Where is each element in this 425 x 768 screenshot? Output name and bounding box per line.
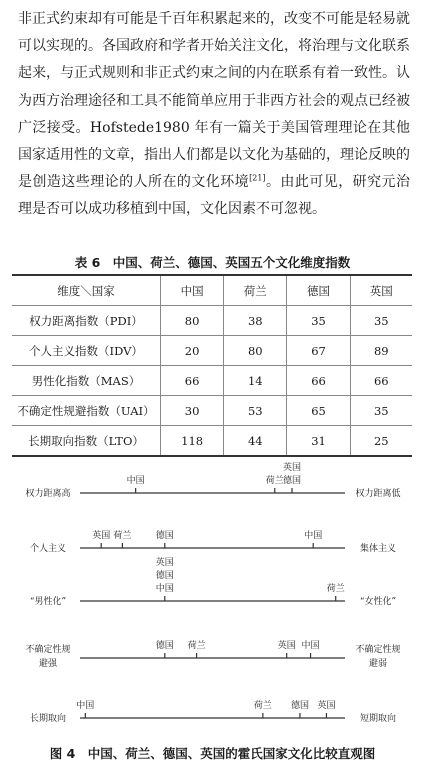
table-cell: 男性化指数（MAS） [12,366,161,396]
header-cell: 维度＼国家 [12,275,161,306]
table-cell: 20 [161,336,224,366]
table-cell: 67 [287,336,350,366]
paragraph-text-after: 。由此可见，研究元治理是否可以成功移植到中国，文化因素不可忽视。 [18,174,410,218]
table-cell: 长期取向指数（LTO） [12,426,161,457]
axis-left-label: 避强 [38,659,58,669]
axis-left-label: 长期取向 [29,714,67,724]
country-label: 英国 [277,641,296,651]
country-label: 德国 [155,641,174,651]
figure-caption: 图 4 中国、荷兰、德国、英国的霍氏国家文化比较直观图 [49,746,376,761]
table-caption: 表 6 中国、荷兰、德国、英国五个文化维度指数 [74,255,351,270]
table-cell: 80 [224,336,287,366]
table-cell: 66 [350,366,412,396]
country-label: 荷兰 [253,701,272,711]
table-cell: 65 [287,396,350,426]
culture-comparison-figure [0,448,425,742]
country-label: 德国 [155,571,174,581]
axis-right-label: 短期取向 [359,714,397,724]
country-label: 荷兰 [113,531,132,541]
country-label: 中国 [126,476,145,486]
country-label: 荷兰 [187,641,206,651]
table-cell: 66 [287,366,350,396]
table-cell: 35 [350,306,412,336]
axis-left-label: 不确定性规 [25,645,71,655]
table-cell: 31 [287,426,350,457]
country-label: 英国 [282,463,302,473]
axis-right-label: 权力距离低 [355,489,401,499]
culture-dimensions-table [12,274,412,457]
table-header-row [12,275,412,306]
table-cell: 个人主义指数（IDV） [12,336,161,366]
axis-left-label: “男性化” [29,597,67,607]
table-cell: 35 [287,306,350,336]
country-label: 德国 [282,476,302,486]
table-cell: 不确定性规避指数（UAI） [12,396,161,426]
table-cell: 80 [161,306,224,336]
country-label: 中国 [301,641,320,651]
table-cell: 118 [161,426,224,457]
axis-right-label: 不确定性规 [355,645,401,655]
table-row [12,366,412,396]
table-cell: 14 [224,366,287,396]
table-cell: 权力距离指数（PDI） [12,306,161,336]
table-cell: 44 [224,426,287,457]
country-label: 中国 [304,531,323,541]
header-cell: 中国 [161,275,224,306]
axis-right-label: 避弱 [368,659,388,669]
header-cell: 英国 [350,275,412,306]
axis-right-label: “女性化” [359,597,397,607]
paragraph-text: 非正式约束却有可能是千百年积累起来的，改变不可能是轻易就可以实现的。各国政府和学者开始关注文化，将治理与文化联系起来，与正式规则和非正式约束之间的内在联系有着一致性。认为西方治理途径和工具不能简单应用于非西方社会的观点已经被广泛接受。Hofstede1980 年有一篇关于美国管理理论在其他国家适用性的文章，指出人们都是以文化为基础的，理论反映的是创造这些理论的人所在的文化环境 [18,11,410,191]
country-label: 荷兰 [326,584,345,594]
table-cell: 30 [161,396,224,426]
table-cell: 35 [350,396,412,426]
country-label: 英国 [317,701,336,711]
table-cell: 89 [350,336,412,366]
axis-right-label: 集体主义 [359,544,397,554]
body-paragraph [18,6,410,224]
country-label: 英国 [155,558,174,568]
country-label: 荷兰 [265,476,284,486]
country-label: 德国 [290,701,309,711]
country-label: 中国 [76,701,95,711]
table-cell: 38 [224,306,287,336]
table-cell: 66 [161,366,224,396]
table-row [12,336,412,366]
table-row [12,306,412,336]
citation-mark: [21] [249,173,266,183]
table-cell: 53 [224,396,287,426]
header-cell: 荷兰 [224,275,287,306]
country-label: 英国 [92,531,111,541]
country-label: 中国 [155,584,174,594]
axis-left-label: 权力距离高 [25,489,71,499]
header-cell: 德国 [287,275,350,306]
table-row [12,396,412,426]
axis-left-label: 个人主义 [29,544,67,554]
table-cell: 25 [350,426,412,457]
country-label: 德国 [155,531,174,541]
